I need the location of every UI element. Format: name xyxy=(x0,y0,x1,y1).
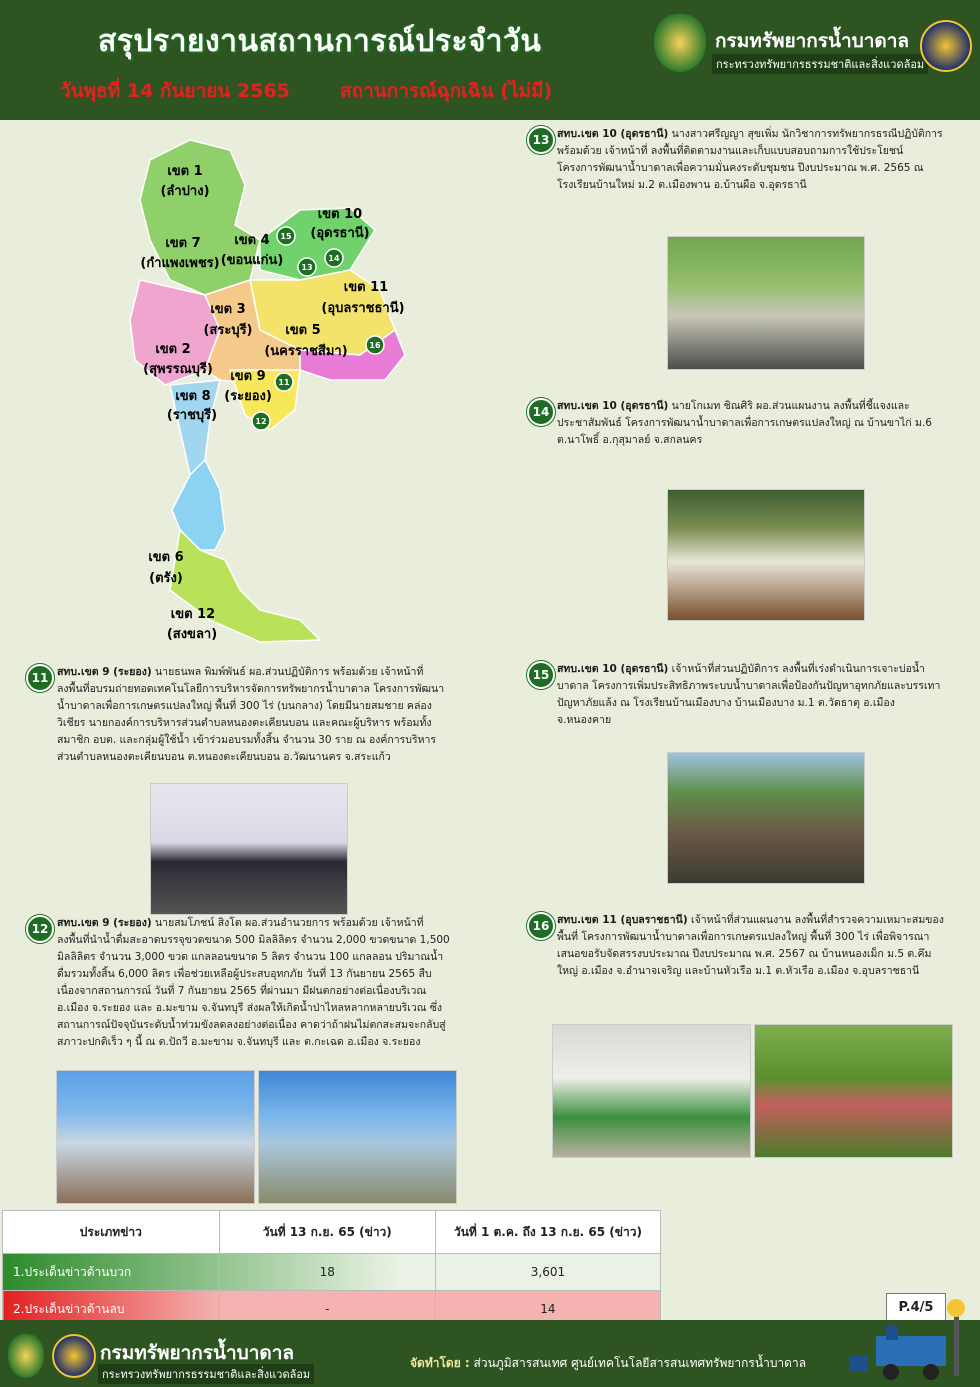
dept-logo-icon xyxy=(654,14,706,72)
table-header: วันที่ 1 ต.ค. ถึง 13 ก.ย. 65 (ข่าว) xyxy=(435,1211,660,1254)
news-body: นายสมโภชน์ สิงโต ผอ.ส่วนอำนวยการ พร้อมด้วย เจ้าหน้าที่ ลงพื้นที่นำน้ำดื่มสะอาดบรรจุขวดขนาด 500 มิลลิลิตร จำนวน 2,000 ขวดขนาด 1,500 มิลลิลิตร จำนวน 3,000 ขวด แกลลอนขนาด 5 ลิตร จำนวน 100 แกลลอน ปริมาณน้ำดื่มรวมทั้งสิ้น 6,000 ลิตร เพื่อช่วยเหลือผู้ประสบอุทกภัย วันที่ 13 กันยายน 2565 สืบเนื่องจากสถานการณ์ วันที่ 7 กันยายน 2565 ที่ผ่านมา มีฝนตกอย่างต่อเนื่องบริเวณ อ.เมือง จ.ระยอง และ อ.มะขาม จ.จันทบุรี ส่งผลให้เกิดน้ำป่าไหลหลากหลายบริเวณ ซึ่งสถานการณ์ปัจจุบันระดับน้ำท่วมขังลดลงอย่างต่อเนื่อง คาดว่าถ้าฝนไม่ตกสะสมจะกลับสู่สภาวะปกติเร็ว ๆ นี้ ณ ต.ปัถวี อ.มะขาม จ.จันทบุรี และ ต.กะเฉด อ.เมือง จ.ระยอง xyxy=(57,917,450,1048)
news-summary-table xyxy=(2,1210,661,1328)
footer-credit-label: จัดทำโดย : xyxy=(410,1356,470,1370)
svg-text:14: 14 xyxy=(328,254,340,263)
news-body: เจ้าหน้าที่ส่วนแผนงาน ลงพื้นที่สำรวจความเหมาะสมของพื้นที่ โครงการพัฒนาน้ำบาดาลเพื่อการเกษตรแปลงใหญ่ พื้นที่ 300 ไร่ เพื่อพิจารณาเสนอขอรับจัดสรรงบประมาณ ปีงบประมาณ พ.ศ. 2567 ณ บ้านหนองเม็ก ม.5 ต.คึมใหญ่ อ.เมือง จ.อำนาจเจริญ และบ้านหัวเรือ ม.1 ต.หัวเรือ อ.เมือง จ.อุบลราชธานี xyxy=(557,914,944,977)
news-item-12 xyxy=(57,915,452,1051)
zone-name: เขต 9 xyxy=(230,369,266,384)
news-number-badge: 16 xyxy=(527,912,555,940)
table-cell-total: 3,601 xyxy=(435,1254,660,1291)
news-12-photo-2 xyxy=(258,1070,457,1204)
page-title: สรุปรายงานสถานการณ์ประจำวัน xyxy=(98,24,542,59)
svg-text:11: 11 xyxy=(278,378,290,387)
zone-name: เขต 10 xyxy=(317,207,363,222)
svg-text:13: 13 xyxy=(301,263,313,272)
news-heading: สทบ.เขต 10 (อุดรธานี) xyxy=(557,128,669,140)
footer-dept-name: กรมทรัพยากรน้ำบาดาล xyxy=(100,1342,295,1364)
news-12-photo-1 xyxy=(56,1070,255,1204)
news-body: นางสาวศรีญญา สุขเพิ่ม นักวิชาการทรัพยากรธรณีปฏิบัติการ พร้อมด้วย เจ้าหน้าที่ ลงพื้นที่ติดตามงานและเก็บแบบสอบถามการใช้ประโยชน์ โครงการพัฒนาน้ำบาดาลเพื่อความมั่นคงระดับชุมชน ปีงบประมาณ พ.ศ. 2565 ณ โรงเรียนบ้านใหม่ ม.2 ต.เมืองพาน อ.บ้านผือ จ.อุดรธานี xyxy=(557,128,943,191)
table-cell-label: 1.ประเด็นข่าวด้านบวก xyxy=(3,1254,220,1291)
table-row xyxy=(3,1254,661,1291)
zone-name: เขต 4 xyxy=(234,233,270,248)
zone-province: (กำแพงเพชร) xyxy=(140,256,220,271)
zone-name: เขต 3 xyxy=(210,302,246,317)
page-number: P.4/5 xyxy=(886,1293,946,1321)
map-marker-15 xyxy=(277,227,295,245)
svg-text:12: 12 xyxy=(255,417,267,426)
zone-name: เขต 7 xyxy=(165,236,201,251)
news-number-badge: 15 xyxy=(527,661,555,689)
footer-credit-text: ส่วนภูมิสารสนเทศ ศูนย์เทคโนโลยีสารสนเทศทรัพยากรน้ำบาดาล xyxy=(469,1356,807,1370)
news-number-badge: 11 xyxy=(26,664,54,692)
news-body: นายธนพล พิมพ์พันธ์ ผอ.ส่วนปฏิบัติการ พร้อมด้วย เจ้าหน้าที่ ลงพื้นที่อบรมถ่ายทอดเทคโนโลยีการบริหารจัดการทรัพยากรน้ำบาดาล โครงการพัฒนาน้ำบาดาลเพื่อการเกษตรแปลงใหญ่ พื้นที่ 300 ไร่ (บนกลาง) โดยมีนายสมชาย คล่องวิเชียร นายกองค์การบริหารส่วนตำบลหนองตะเคียนบอน และคณะผู้บริหาร พร้อมทั้งสมาชิก อบต. และกลุ่มผู้ใช้น้ำ เข้าร่วมอบรมทั้งสิ้น จำนวน 30 ราย ณ องค์การบริหารส่วนตำบลหนองตะเคียนบอน ต.หนองตะเคียนบอน อ.วัฒนานคร จ.สระแก้ว xyxy=(57,666,445,763)
ministry-name: กระทรวงทรัพยากรธรรมชาติและสิ่งแวดล้อม xyxy=(712,54,928,74)
map-marker-12 xyxy=(252,412,270,430)
zone-name: เขต 8 xyxy=(175,389,211,404)
zone-province: (ขอนแก่น) xyxy=(220,253,284,268)
news-number-badge: 13 xyxy=(527,126,555,154)
news-heading: สทบ.เขต 9 (ระยอง) xyxy=(57,917,152,929)
news-16-photo-2 xyxy=(754,1024,953,1158)
news-16-photo-1 xyxy=(552,1024,751,1158)
region-south-lower xyxy=(170,530,320,642)
news-15-photo xyxy=(667,752,865,884)
zone-province: (ตรัง) xyxy=(149,571,183,586)
news-body: นายโกเมท ชิณศิริ ผอ.ส่วนแผนงาน ลงพื้นที่ชี้แจงและประชาสัมพันธ์ โครงการพัฒนาน้ำบาดาลเพื่อการเกษตรแปลงใหญ่ ณ บ้านขาไก่ ม.6 ต.นาโพธิ์ อ.กุสุมาลย์ จ.สกลนคร xyxy=(557,400,932,446)
zone-province: (ราชบุรี) xyxy=(166,408,218,423)
table-header: วันที่ 13 ก.ย. 65 (ข่าว) xyxy=(219,1211,435,1254)
map-marker-16 xyxy=(366,336,384,354)
footer-ministry-name: กระทรวงทรัพยากรธรรมชาติและสิ่งแวดล้อม xyxy=(98,1364,314,1384)
svg-text:15: 15 xyxy=(280,232,292,241)
news-item-16 xyxy=(557,912,947,980)
news-heading: สทบ.เขต 11 (อุบลราชธานี) xyxy=(557,914,688,926)
zone-name: เขต 5 xyxy=(285,323,321,338)
news-heading: สทบ.เขต 10 (อุดรธานี) xyxy=(557,400,669,412)
emergency-status: สถานการณ์ฉุกเฉิน (ไม่มี) xyxy=(340,80,553,102)
thailand-region-map xyxy=(110,130,420,650)
table-cell-total: 14 xyxy=(435,1291,660,1328)
report-date: วันพุธที่ 14 กันยายน 2565 xyxy=(60,80,290,102)
map-marker-11 xyxy=(275,373,293,391)
zone-name: เขต 6 xyxy=(148,550,184,565)
drilling-rig-icon xyxy=(846,1298,976,1384)
svg-text:16: 16 xyxy=(369,341,381,350)
zone-name: เขต 2 xyxy=(155,342,191,357)
dept-name: กรมทรัพยากรน้ำบาดาล xyxy=(715,30,910,52)
zone-name: เขต 12 xyxy=(170,607,216,622)
zone-province: (สุพรรณบุรี) xyxy=(143,362,213,377)
news-item-14 xyxy=(557,398,947,449)
news-item-11 xyxy=(57,664,452,766)
table-cell-day: 18 xyxy=(219,1254,435,1291)
news-11-photo xyxy=(150,783,348,915)
zone-province: (สระบุรี) xyxy=(203,323,253,338)
news-14-photo xyxy=(667,489,865,621)
table-header-row xyxy=(3,1211,661,1254)
news-number-badge: 14 xyxy=(527,398,555,426)
zone-province: (อุดรธานี) xyxy=(310,226,370,241)
news-13-photo xyxy=(667,236,865,370)
map-marker-13 xyxy=(298,258,316,276)
ministry-seal-icon xyxy=(920,20,972,72)
news-body: เจ้าหน้าที่ส่วนปฏิบัติการ ลงพื้นที่เร่งดำเนินการเจาะบ่อน้ำบาดาล โครงการเพิ่มประสิทธิภาพระบบน้ำบาดาลเพื่อป้องกันปัญหาอุทกภัยและบรรเทาปัญหาภัยแล้ง ณ โรงเรียนบ้านเมืองบาง บ้านเมืองบาง ม.1 ต.วัดธาตุ อ.เมือง จ.หนองคาย xyxy=(557,663,941,726)
table-cell-day: - xyxy=(219,1291,435,1328)
zone-province: (นครราชสีมา) xyxy=(264,344,348,359)
zone-province: (สงขลา) xyxy=(166,627,218,642)
news-item-13 xyxy=(557,126,947,194)
zone-name: เขต 11 xyxy=(343,280,389,295)
news-heading: สทบ.เขต 10 (อุดรธานี) xyxy=(557,663,669,675)
footer-ministry-seal-icon xyxy=(52,1334,96,1378)
zone-province: (ลำปาง) xyxy=(160,184,210,199)
news-number-badge: 12 xyxy=(26,915,54,943)
table-cell-label: 2.ประเด็นข่าวด้านลบ xyxy=(3,1291,220,1328)
footer-dept-logo-icon xyxy=(8,1334,44,1378)
news-heading: สทบ.เขต 9 (ระยอง) xyxy=(57,666,152,678)
zone-province: (ระยอง) xyxy=(224,389,272,404)
news-item-15 xyxy=(557,661,947,729)
footer-credit xyxy=(410,1354,806,1373)
zone-province: (อุบลราชธานี) xyxy=(321,301,405,316)
table-header: ประเภทข่าว xyxy=(3,1211,220,1254)
zone-name: เขต 1 xyxy=(167,164,203,179)
map-marker-14 xyxy=(325,249,343,267)
